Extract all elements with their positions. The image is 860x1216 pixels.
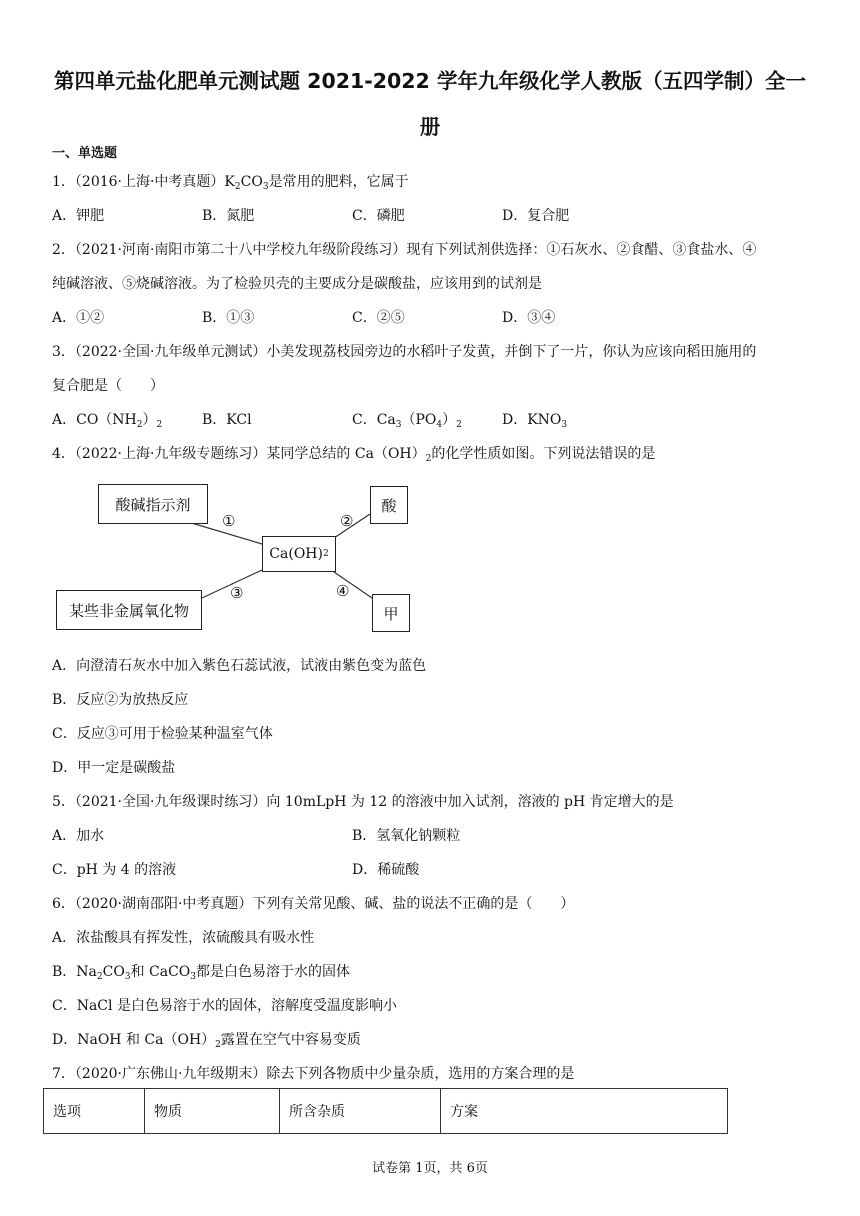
q3-option-b: B．KCl (202, 412, 252, 428)
question-3-line2: 复合肥是（ ） (52, 378, 164, 394)
question-1-stem: 1．（2016·上海·中考真题）$K_2CO_3$是常用的肥料，它属于 (52, 174, 409, 192)
label-reaction-1: ① (222, 512, 236, 530)
page-footer: 试卷第 1页，共 6页 (372, 1161, 488, 1176)
label-reaction-4: ④ (336, 582, 350, 600)
q5-option-b: B．氢氧化钠颗粒 (352, 828, 461, 844)
table-header-option: 选项 (44, 1089, 145, 1134)
box-acid-base-indicator: 酸碱指示剂 (98, 484, 208, 524)
q4-option-a: A．向澄清石灰水中加入紫色石蕊试液，试液由紫色变为蓝色 (52, 658, 427, 674)
table-header-substance: 物质 (145, 1089, 280, 1134)
q6-option-d: D．NaOH 和 $Ca(OH)_2$露置在空气中容易变质 (52, 1032, 361, 1050)
table-header-method: 方案 (441, 1089, 728, 1134)
q5-option-c: C．pH 为 4 的溶液 (52, 862, 177, 878)
q5-option-a: A．加水 (52, 828, 105, 844)
caoh2-properties-diagram (52, 478, 422, 638)
q2-option-b: B．①③ (202, 310, 255, 326)
q5-option-d: D．稀硫酸 (352, 862, 420, 878)
q1-option-b: B．氮肥 (202, 208, 255, 224)
box-jia: 甲 (372, 594, 410, 632)
q1-option-d: D．复合肥 (502, 208, 570, 224)
q1-option-a: A．钾肥 (52, 208, 105, 224)
box-acid: 酸 (370, 486, 408, 524)
page-title-line1: 第四单元盐化肥单元测试题 2021-2022 学年九年级化学人教版（五四学制）全一 (54, 69, 806, 93)
q3-option-d: D．$KNO_3$ (502, 412, 568, 430)
question-7-stem: 7．（2020·广东佛山·九年级期末）除去下列各物质中少量杂质，选用的方案合理的是 (52, 1066, 575, 1082)
label-reaction-2: ② (340, 512, 354, 530)
page-title-line2: 册 (419, 115, 441, 139)
q3-option-a: A．$CO(NH_2)_2$ (52, 412, 163, 430)
question-6-stem: 6．（2020·湖南邵阳·中考真题）下列有关常见酸、碱、盐的说法不正确的是（ ） (52, 896, 575, 912)
question-3-line1: 3．（2022·全国·九年级单元测试）小美发现荔枝园旁边的水稻叶子发黄，并倒下了一片，你认为应该向稻田施用的 (52, 344, 757, 360)
box-caoh2: Ca(OH) 2 (262, 536, 336, 572)
q6-option-b: B．$Na_2CO_3$和 CaCO$_3$都是白色易溶于水的固体 (52, 964, 350, 982)
q2-option-c: C．②⑤ (352, 310, 405, 326)
q4-option-d: D．甲一定是碳酸盐 (52, 760, 176, 776)
label-reaction-3: ③ (230, 584, 244, 602)
question-2-line1: 2．（2021·河南·南阳市第二十八中学校九年级阶段练习）现有下列试剂供选择：①石灰水、②食醋、③食盐水、④ (52, 242, 757, 258)
q1-option-c: C．磷肥 (352, 208, 405, 224)
question-5-stem: 5．（2021·全国·九年级课时练习）向 10mLpH 为 12 的溶液中加入试剂，溶液的 pH 肯定增大的是 (52, 794, 674, 810)
question-2-line2: 纯碱溶液、⑤烧碱溶液。为了检验贝壳的主要成分是碳酸盐，应该用到的试剂是 (52, 276, 542, 292)
q2-option-d: D．③④ (502, 310, 556, 326)
box-nonmetal-oxides: 某些非金属氧化物 (56, 590, 202, 630)
q4-option-c: C．反应③可用于检验某种温室气体 (52, 726, 273, 742)
q4-option-b: B．反应②为放热反应 (52, 692, 189, 708)
table-header-row (44, 1089, 728, 1134)
table-header-impurity: 所含杂质 (280, 1089, 441, 1134)
q3-option-c: C．$Ca_3(PO_4)_2$ (352, 412, 462, 430)
q6-option-a: A．浓盐酸具有挥发性，浓硫酸具有吸水性 (52, 930, 315, 946)
q6-option-c: C．NaCl 是白色易溶于水的固体，溶解度受温度影响小 (52, 998, 397, 1014)
q2-option-a: A．①② (52, 310, 105, 326)
question-4-stem: 4．（2022·上海·九年级专题练习）某同学总结的 $Ca(OH)_2$的化学性质如图。下列说法错误的是 (52, 446, 656, 464)
section-heading: 一、单选题 (52, 146, 118, 161)
q7-table (43, 1088, 728, 1134)
